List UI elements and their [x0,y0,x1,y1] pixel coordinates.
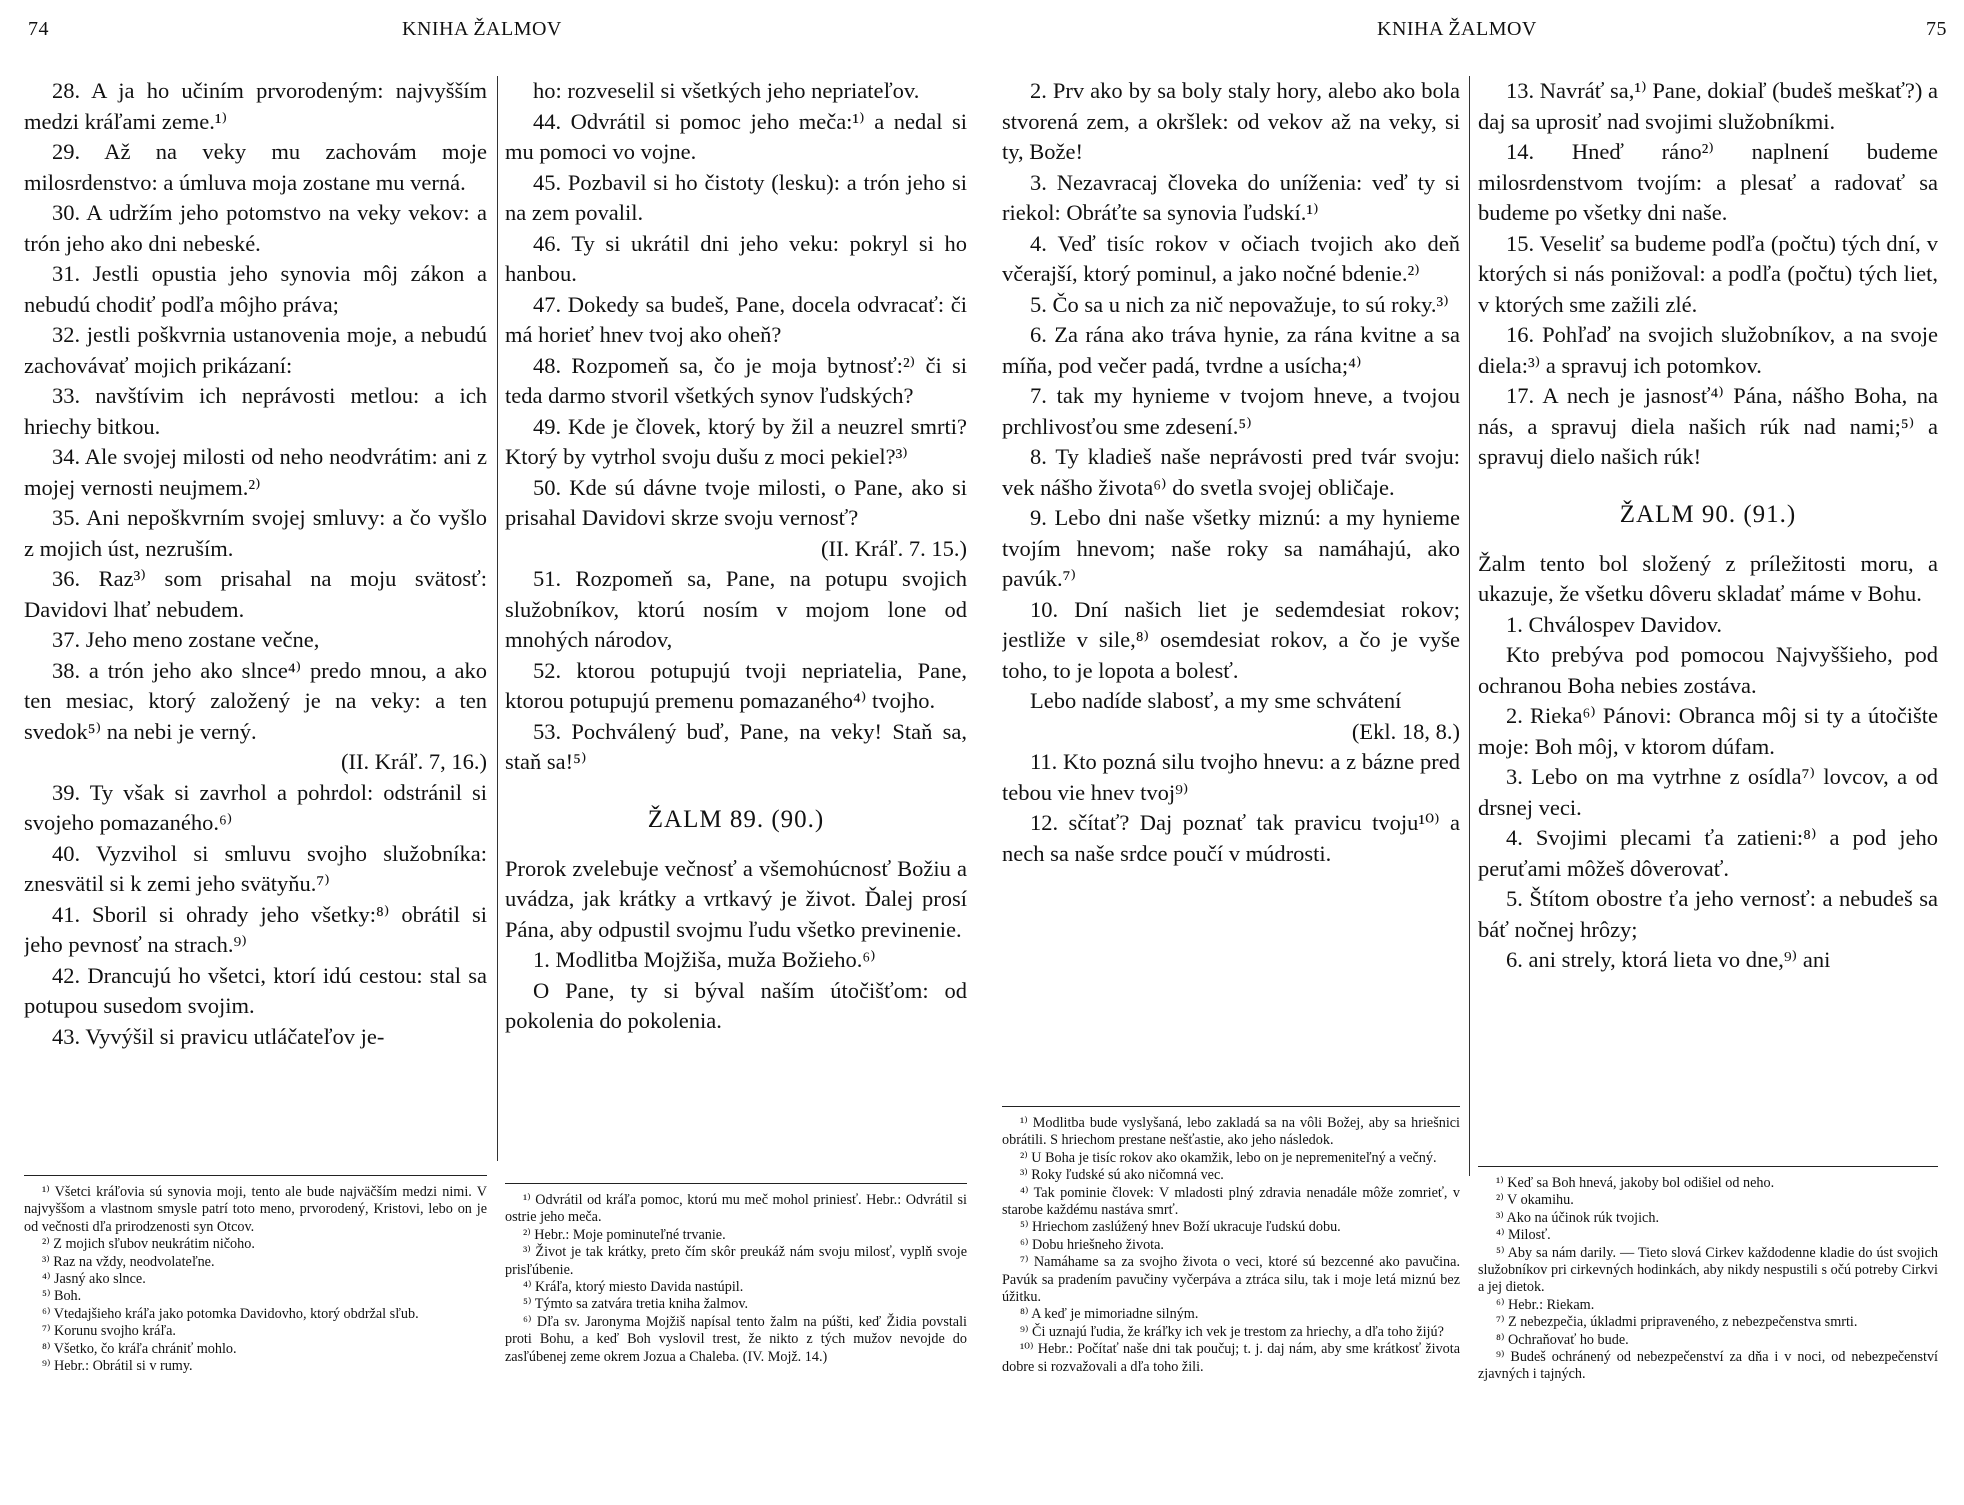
footnote: ⁵⁾ Týmto sa zatvára tretia kniha žalmov. [523,1296,749,1313]
verse: 31. Jestli opustia jeho synovia môj zákon a nebudú chodiť podľa môjho práva; [24,261,487,317]
page-number: 75 [1926,18,1947,40]
verse: 32. jestli poškvrnia ustanovenia moje, a nebudú zachovávať mojich prikázaní: [24,322,487,378]
verse: 44. Odvrátil si pomoc jeho meča:¹⁾ a nedal si mu pomoci vo vojne. [505,108,967,164]
footnote: ⁴⁾ Milosť. [1496,1227,1551,1244]
column-rule [497,76,498,1161]
footnote: ⁹⁾ Budeš ochránený od nebezpečenství za dňa i v noci, od nebezpečenství zjavných i tajných. [1478,1349,1938,1383]
verse: Lebo nadíde slabosť, a my sme schvátení [1030,688,1402,713]
right-page [982,0,1964,1500]
verse: 2. Rieka⁶⁾ Pánovi: Obranca môj si ty a útočište moje: Boh môj, v ktorom dúfam. [1478,703,1938,759]
verse: 30. A udržím jeho potomstvo na veky vekov: a trón jeho ako dni nebeské. [24,200,487,256]
footnote: ³⁾ Raz na vždy, neodvolateľne. [42,1253,215,1270]
footnote: ⁷⁾ Z nebezpečia, úkladmi pripraveného, z nebezpečenstva smrti. [1496,1314,1858,1331]
psalm-intro: Prorok zvelebuje večnosť a všemohúcnosť Božiu a uvádza, jak krátky a vrtkavý je život. Ďalej prosí Pána, aby odpustil svojmu ľudu všetko previnenie. [505,855,967,942]
verse: 11. Kto pozná silu tvojho hnevu: a z bázne pred tebou vie hnev tvoj⁹⁾ [1002,749,1460,805]
verse: 29. Až na veky mu zachovám moje milosrdenstvo: a úmluva moja zostane mu verná. [24,139,487,195]
footnotes [505,1183,967,1504]
text-column [505,76,967,1168]
verse: 6. Za rána ako tráva hynie, za rána kvitne a sa míňa, pod večer padá, tvrdne a usícha;⁴⁾ [1002,322,1460,378]
verse: 35. Ani nepoškvrním svojej smluvy: a čo vyšlo z mojich úst, nezruším. [24,505,487,561]
verse: 43. Vyvýšil si pravicu utláčateľov je- [52,1023,385,1049]
verse: 1. Modlitba Mojžiša, muža Božieho.⁶⁾ [533,947,876,972]
footnote: ²⁾ Z mojich sľubov neukrátim ničoho. [42,1236,255,1253]
footnote: ⁷⁾ Namáhame sa za svojho života o veci, ktoré sú bezcenné ako pavučina. Pavúk sa pradením pavučiny vyčerpáva a ztráca silu, tak i moje letá miznú bez úžitku. [1002,1254,1460,1306]
footnote: ²⁾ Hebr.: Moje pominuteľné trvanie. [523,1226,726,1243]
footnote: ³⁾ Ako na účinok rúk tvojich. [1496,1209,1659,1226]
footnote: ⁸⁾ Všetko, čo kráľa chrániť mohlo. [42,1340,237,1357]
footnote: ⁸⁾ Ochraňovať ho bude. [1496,1331,1629,1348]
verse: Kto prebýva pod pomocou Najvyššieho, pod ochranou Boha nebies zostáva. [1478,642,1938,698]
verse: (II. Kráľ. 7, 16.) [341,749,487,774]
footnote: ⁶⁾ Hebr.: Riekam. [1496,1296,1595,1313]
verse: 3. Nezavracaj človeka do uníženia: veď ty si riekol: Obráťte sa synovia ľudskí.¹⁾ [1002,169,1460,225]
running-head: KNIHA ŽALMOV [1377,18,1537,40]
verse: 17. A nech je jasnosť⁴⁾ Pána, nášho Boha, na nás, a spravuj diela našich rúk nad nami;⁵⁾ a spravuj dielo našich rúk! [1478,383,1938,469]
verse: 47. Dokedy sa budeš, Pane, docela odvracať: či má horieť hnev tvoj ako oheň? [505,291,967,347]
footnote: ⁴⁾ Kráľa, ktorý miesto Davida nastúpil. [523,1279,744,1296]
page-number: 74 [28,18,49,40]
footnote: ⁵⁾ Aby sa nám darily. — Tieto slová Cirkev každodenne kladie do úst svojich služobníkov pri cirkevných hodinkách, aby nikdy nespustili s očú potreby Cirkvi a jej dietok. [1478,1244,1938,1296]
verse: 40. Vyzvihol si smluvu svojho služobníka: znesvätil si k zemi jeho svätyňu.⁷⁾ [24,840,487,896]
footnote: ²⁾ U Boha je tisíc rokov ako okamžik, lebo on je nepremeniteľný a večný. [1020,1149,1437,1166]
text-column [1002,76,1460,1102]
verse: 1. Chválospev Davidov. [1506,611,1723,637]
footnote: ⁴⁾ Tak pominie človek: V mladosti plný zdravia nenadále môže zomrieť, v starobe každému nastáva smrť. [1002,1184,1460,1219]
verse: 41. Sboril si ohrady jeho všetky:⁸⁾ obrátil si jeho pevnosť na strach.⁹⁾ [24,901,487,957]
verse: 37. Jeho meno zostane večne, [52,627,320,652]
footnote: ³⁾ Roky ľudské sú ako ničomná vec. [1020,1167,1224,1184]
footnote: ³⁾ Život je tak krátky, preto čím skôr preukáž nám svoju milosť, vyplň svoje prisľúbenie. [505,1244,967,1278]
footnotes [1478,1166,1938,1505]
verse: 3. Lebo on ma vytrhne z osídla⁷⁾ lovcov, a od drsnej veci. [1478,764,1938,820]
footnote: ⁹⁾ Hebr.: Obrátil si v rumy. [42,1358,193,1375]
verse: 28. A ja ho učiním prvorodeným: najvyšším medzi kráľami zeme.¹⁾ [24,78,487,134]
verse: 52. ktorou potupujú tvoji nepriatelia, Pane, ktorou potupujú premenu pomazaného⁴⁾ tvojho. [505,657,967,713]
verse: 6. ani strely, ktorá lieta vo dne,⁹⁾ ani [1506,947,1831,972]
psalm-intro: Žalm tento bol složený z príležitosti moru, a ukazuje, že všetku dôveru skladať máme v Bohu. [1478,550,1938,606]
verse: 33. navštívim ich neprávosti metlou: a ich hriechy bitkou. [24,383,487,439]
verse: 46. Ty si ukrátil dni jeho veku: pokryl si ho hanbou. [505,230,967,286]
verse: 4. Svojimi plecami ťa zatieni:⁸⁾ a pod jeho peruťami môžeš dôverovať. [1478,825,1938,881]
footnote: ⁷⁾ Korunu svojho kráľa. [42,1323,176,1340]
text-column [1478,76,1938,1164]
footnotes [1002,1106,1460,1505]
footnote: ⁶⁾ Dľa sv. Jaronyma Mojžiš napísal tento žalm na púšti, keď Židia povstali proti Bohu, a keď Boh vyslovil trest, že nikto z tých mužov nevojde do zasľúbenej zeme okrem Jozua a Chaleba. (IV. Mojž. 14.) [505,1313,967,1365]
footnote: ⁵⁾ Boh. [42,1288,82,1305]
footnote: ¹⁾ Odvrátil od kráľa pomoc, ktorú mu meč mohol priniesť. Hebr.: Odvrátil si ostrie jeho meča. [505,1192,967,1226]
verse: 42. Drancujú ho všetci, ktorí idú cestou: stal sa potupou susedom svojim. [24,962,487,1018]
column-rule [1469,76,1470,1176]
verse: 5. Štítom obostre ťa jeho vernosť: a nebudeš sa báť nočnej hrôzy; [1478,886,1938,942]
verse: 10. Dní našich liet je sedemdesiat rokov; jestliže v sile,⁸⁾ osemdesiat rokov, a čo je vyše toho, to je lopota a bolesť. [1002,596,1460,683]
left-page [0,0,982,1500]
running-head: KNIHA ŽALMOV [402,18,562,40]
verse: 53. Pochválený buď, Pane, na veky! Staň sa, staň sa!⁵⁾ [505,718,967,774]
footnote: ⁹⁾ Či uznajú ľudia, že kráľky ich vek je trestom za hriechy, a dľa toho žijú? [1020,1323,1444,1340]
verse: 36. Raz³⁾ som prisahal na moju svätosť: Davidovi lhať nebudem. [24,566,487,622]
text-column [24,76,487,1166]
verse: 14. Hneď ráno²⁾ naplnení budeme milosrdenstvom tvojím: a plesať a radovať sa budeme po všetky dni naše. [1478,139,1938,225]
footnote: ⁴⁾ Jasný ako slnce. [42,1271,146,1288]
verse: O Pane, ty si býval naším útočišťom: od pokolenia do pokolenia. [505,977,967,1033]
footnote: ⁶⁾ Vtedajšieho kráľa jako potomka Davidovho, ktorý obdržal sľub. [42,1305,419,1322]
verse: 50. Kde sú dávne tvoje milosti, o Pane, ako si prisahal Davidovi skrze svoju vernosť? [505,474,967,530]
verse: 4. Veď tisíc rokov v očiach tvojich ako deň včerajší, ktorý pominul, a jako nočné bdenie.²⁾ [1002,230,1460,286]
verse: 49. Kde je človek, ktorý by žil a neuzrel smrti? Ktorý by vytrhol svoju dušu z moci pekiel?³⁾ [505,413,967,469]
verse: 48. Rozpomeň sa, čo je moja bytnosť:²⁾ či si teda darmo stvoril všetkých synov ľudských? [505,352,967,408]
footnote: ⁸⁾ A keď je mimoriadne silným. [1020,1306,1199,1323]
verse: 39. Ty však si zavrhol a pohrdol: odstránil si svojeho pomazaného.⁶⁾ [24,779,487,835]
psalm-title: ŽALM 90. (91.) [1619,500,1797,528]
footnote: ⁵⁾ Hriechom zaslúžený hnev Boží ukracuje ľudskú dobu. [1020,1219,1341,1236]
footnote: ¹⁰⁾ Hebr.: Počítať naše dni tak poučuj; t. j. daj nám, aby sme krátkosť života dobre si rozvažovali a dľa toho žili. [1002,1341,1460,1375]
verse: 5. Čo sa u nich za nič nepovažuje, to sú roky.³⁾ [1030,291,1449,317]
verse: 13. Navráť sa,¹⁾ Pane, dokiaľ (budeš meškať?) a daj sa uprosiť nad svojimi služobníkmi. [1478,78,1938,134]
verse: 16. Pohľaď na svojich služobníkov, a na svoje diela:³⁾ a spravuj ich potomkov. [1478,322,1938,378]
footnote: ⁶⁾ Dobu hriešneho života. [1020,1236,1164,1253]
footnote: ²⁾ V okamihu. [1496,1192,1574,1209]
footnote: ¹⁾ Modlitba bude vyslyšaná, lebo zakladá sa na vôli Božej, aby sa hriešnici obrátili. S hriechom prestane nešťastie, ako jeho následok. [1002,1115,1460,1149]
verse: 9. Lebo dni naše všetky miznú: a my hynieme tvojím hnevom; naše roky sa namáhajú, ako pavúk.⁷⁾ [1002,505,1460,591]
verse: ho: rozveselil si všetkých jeho nepriateľov. [533,78,920,103]
verse: 34. Ale svojej milosti od neho neodvrátim: ani z mojej vernosti neujmem.²⁾ [24,444,487,500]
verse: 15. Veseliť sa budeme podľa (počtu) tých dní, v ktorých si nás ponižoval: a podľa (počtu) tých liet, v ktorých sme zažili zlé. [1478,230,1938,317]
footnotes [24,1175,487,1502]
footnote: ¹⁾ Všetci kráľovia sú synovia moji, tento ale bude najväčším medzi nimi. V najvyššom a vlastnom smysle patrí toto meno, prvorodený, Kristovi, lebo on je od večnosti dľa prirodzenosti syn Otcov. [24,1184,487,1235]
verse: 2. Prv ako by sa boly staly hory, alebo ako bola stvorená zem, a okršlek: od vekov až na veky, si ty, Bože! [1002,78,1460,164]
verse: (II. Kráľ. 7. 15.) [821,535,967,561]
verse: 12. sčítať? Daj poznať tak pravicu tvoju¹⁰⁾ a nech sa naše srdce poučí v múdrosti. [1002,810,1460,866]
verse: 45. Pozbavil si ho čistoty (lesku): a trón jeho si na zem povalil. [505,169,967,225]
verse: 38. a trón jeho ako slnce⁴⁾ predo mnou, a ako ten mesiac, ktorý založený je na veky: a ten svedok⁵⁾ na nebi je verný. [24,657,487,744]
verse: 7. tak my hynieme v tvojom hneve, a tvojou prchlivosťou sme zdesení.⁵⁾ [1002,383,1460,439]
verse: 51. Rozpomeň sa, Pane, na potupu svojich služobníkov, ktorú nosím v mojom lone od mnohých národov, [505,566,967,652]
verse: (Ekl. 18, 8.) [1351,718,1460,744]
psalm-title: ŽALM 89. (90.) [647,805,825,833]
footnote: ¹⁾ Keď sa Boh hnevá, jakoby bol odišiel od neho. [1496,1175,1775,1191]
verse: 8. Ty kladieš naše neprávosti pred tvár svoju: vek nášho života⁶⁾ do svetla svojej obličaje. [1002,444,1460,500]
